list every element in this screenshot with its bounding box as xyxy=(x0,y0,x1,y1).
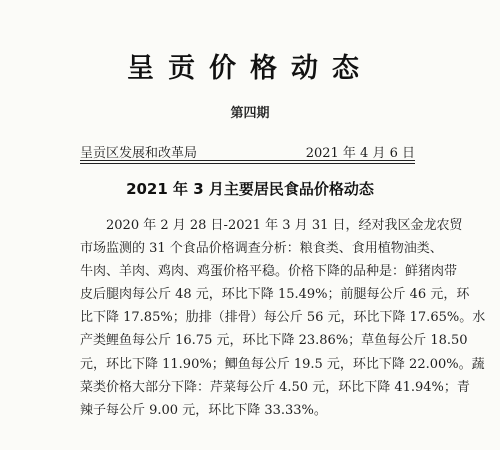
divider-bottom xyxy=(80,163,415,164)
divider-top xyxy=(80,160,415,161)
issue-number: 第四期 xyxy=(230,106,270,121)
body-line: 辣子每公斤 9.00 元，环比下降 33.33%。 xyxy=(80,402,327,418)
body-line: 产类鲤鱼每公斤 16.75 元，环比下降 23.86%；草鱼每公斤 18.50 xyxy=(80,333,468,349)
issuer-name: 呈贡区发展和改革局 xyxy=(80,146,198,161)
body-line: 2020 年 2 月 28 日-2021 年 3 月 31 日，经对我区金龙农贸 xyxy=(106,218,463,233)
body-line: 菜类价格大部分下降：芹菜每公斤 4.50 元，环比下降 41.94%；青 xyxy=(80,379,470,395)
masthead-title: 呈贡价格动态 xyxy=(127,53,373,84)
issue-date: 2021 年 4 月 6 日 xyxy=(305,146,415,161)
body-line: 比下降 17.85%；肋排（排骨）每公斤 56 元，环比下降 17.65%。水 xyxy=(80,310,486,326)
body-line: 元，环比下降 11.90%；鲫鱼每公斤 19.5 元，环比下降 22.00%。蔬 xyxy=(80,356,485,372)
body-line: 市场监测的 31 个食品价格调查分析：粮食类、食用植物油类、 xyxy=(80,241,443,257)
body-line: 牛肉、羊肉、鸡肉、鸡蛋价格平稳。价格下降的品种是：鲜猪肉带 xyxy=(80,264,458,280)
article-headline: 2021 年 3 月主要居民食品价格动态 xyxy=(126,180,374,198)
body-line: 皮后腿肉每公斤 48 元，环比下降 15.49%；前腿每公斤 46 元，环 xyxy=(80,287,470,303)
article-body xyxy=(80,214,486,422)
